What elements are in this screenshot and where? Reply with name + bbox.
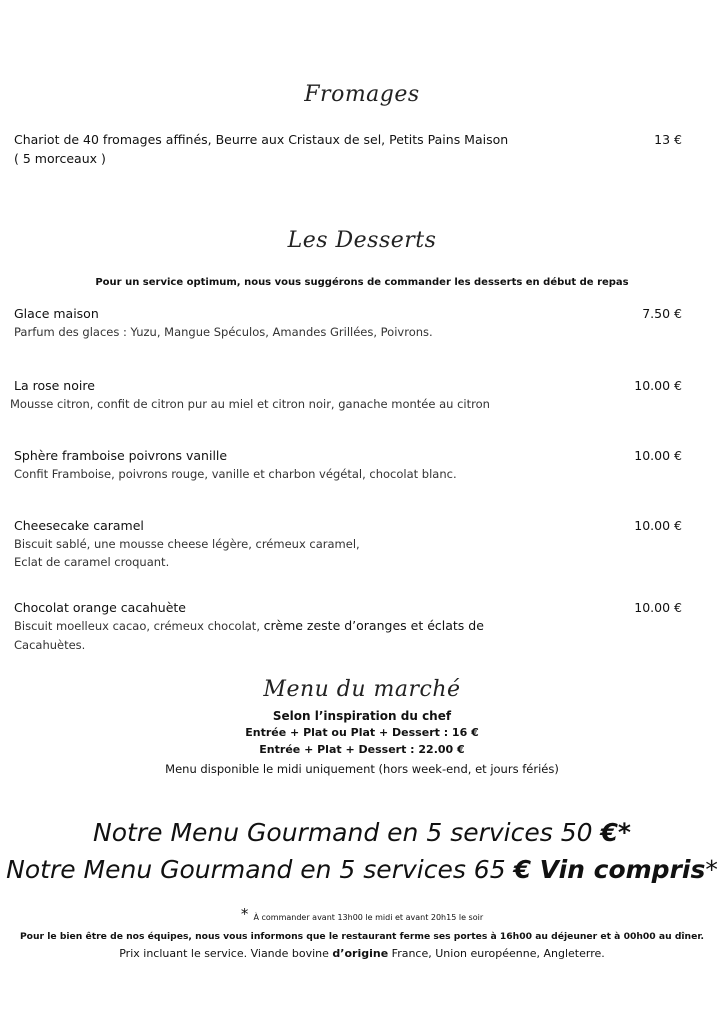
- gourmand-menu-line-2: [0, 855, 724, 884]
- dessert-price: 10.00 €: [634, 600, 682, 615]
- dessert-name: Sphère framboise poivrons vanille: [14, 448, 228, 463]
- dessert-price: 10.00 €: [634, 378, 682, 393]
- footer-order-note: [0, 905, 724, 924]
- gourmand-wine-included: € Vin compris: [513, 855, 706, 884]
- service-text: Prix incluant le service. Viande bovine: [119, 947, 333, 960]
- origin-countries: France, Union européenne, Angleterre.: [388, 947, 605, 960]
- menu-marche-subtitle: Selon l’inspiration du chef: [272, 709, 452, 723]
- dessert-description-highlight: crème zeste d’oranges et éclats de: [263, 618, 484, 633]
- desserts-notice: Pour un service optimum, nous vous suggérons de commander les desserts en début de repas: [95, 277, 629, 288]
- footer-service-origin: [0, 947, 724, 960]
- menu-marche-formula-1: Entrée + Plat ou Plat + Dessert : 16 €: [245, 726, 479, 739]
- dessert-name: Chocolat orange cacahuète: [14, 600, 186, 615]
- origin-label: d’origine: [332, 947, 389, 960]
- dessert-price: 10.00 €: [634, 448, 682, 463]
- dessert-description: [14, 617, 484, 635]
- dessert-description: Eclat de caramel croquant.: [14, 555, 170, 569]
- dessert-name: La rose noire: [14, 378, 95, 393]
- footnote-text: À commander avant 13h00 le midi et avant 20h15 le soir: [253, 913, 484, 922]
- dessert-description: Cacahuètes.: [14, 638, 86, 652]
- dessert-description-part: Biscuit moelleux cacao, crémeux chocolat,: [14, 619, 264, 633]
- menu-marche-formula-2: [0, 743, 724, 756]
- section-title-desserts: Les Desserts: [287, 228, 437, 253]
- fromages-price: 13 €: [654, 132, 682, 147]
- dessert-name: Cheesecake caramel: [14, 518, 144, 533]
- gourmand-price-mark: €*: [600, 818, 631, 847]
- dessert-description: Parfum des glaces : Yuzu, Mangue Spéculos, Amandes Grillées, Poivrons.: [14, 325, 433, 339]
- dessert-description: Confit Framboise, poivrons rouge, vanille et charbon végétal, chocolat blanc.: [14, 467, 457, 481]
- footnote-asterisk: *: [240, 905, 249, 923]
- dessert-name: Glace maison: [14, 306, 99, 321]
- section-title-fromages: Fromages: [304, 82, 420, 107]
- gourmand-asterisk: *: [705, 855, 718, 884]
- section-title-menu-marche: Menu du marché: [263, 677, 461, 702]
- formula-label: Entrée + Plat + Dessert :: [259, 743, 419, 756]
- dessert-description: Mousse citron, confit de citron pur au miel et citron noir, ganache montée au citron: [10, 397, 490, 411]
- dessert-price: 7.50 €: [642, 306, 682, 321]
- dessert-price: 10.00 €: [634, 518, 682, 533]
- menu-marche-availability: Menu disponible le midi uniquement (hors week-end, et jours fériés): [165, 762, 559, 776]
- gourmand-text: Notre Menu Gourmand en 5 services 65: [6, 855, 514, 884]
- fromages-item-portion: ( 5 morceaux ): [14, 151, 106, 166]
- gourmand-menu-line-1: [0, 818, 724, 847]
- formula-price: 22.00 €: [418, 743, 465, 756]
- footer-closing-hours: Pour le bien être de nos équipes, nous vous informons que le restaurant ferme ses portes à 16h00 au déjeuner et à 00h00 au dîner.: [19, 931, 705, 942]
- dessert-description: Biscuit sablé, une mousse cheese légère, crémeux caramel,: [14, 537, 360, 551]
- fromages-item-name: Chariot de 40 fromages affinés, Beurre aux Cristaux de sel, Petits Pains Maison: [14, 132, 509, 147]
- gourmand-text: Notre Menu Gourmand en 5 services 50: [93, 818, 601, 847]
